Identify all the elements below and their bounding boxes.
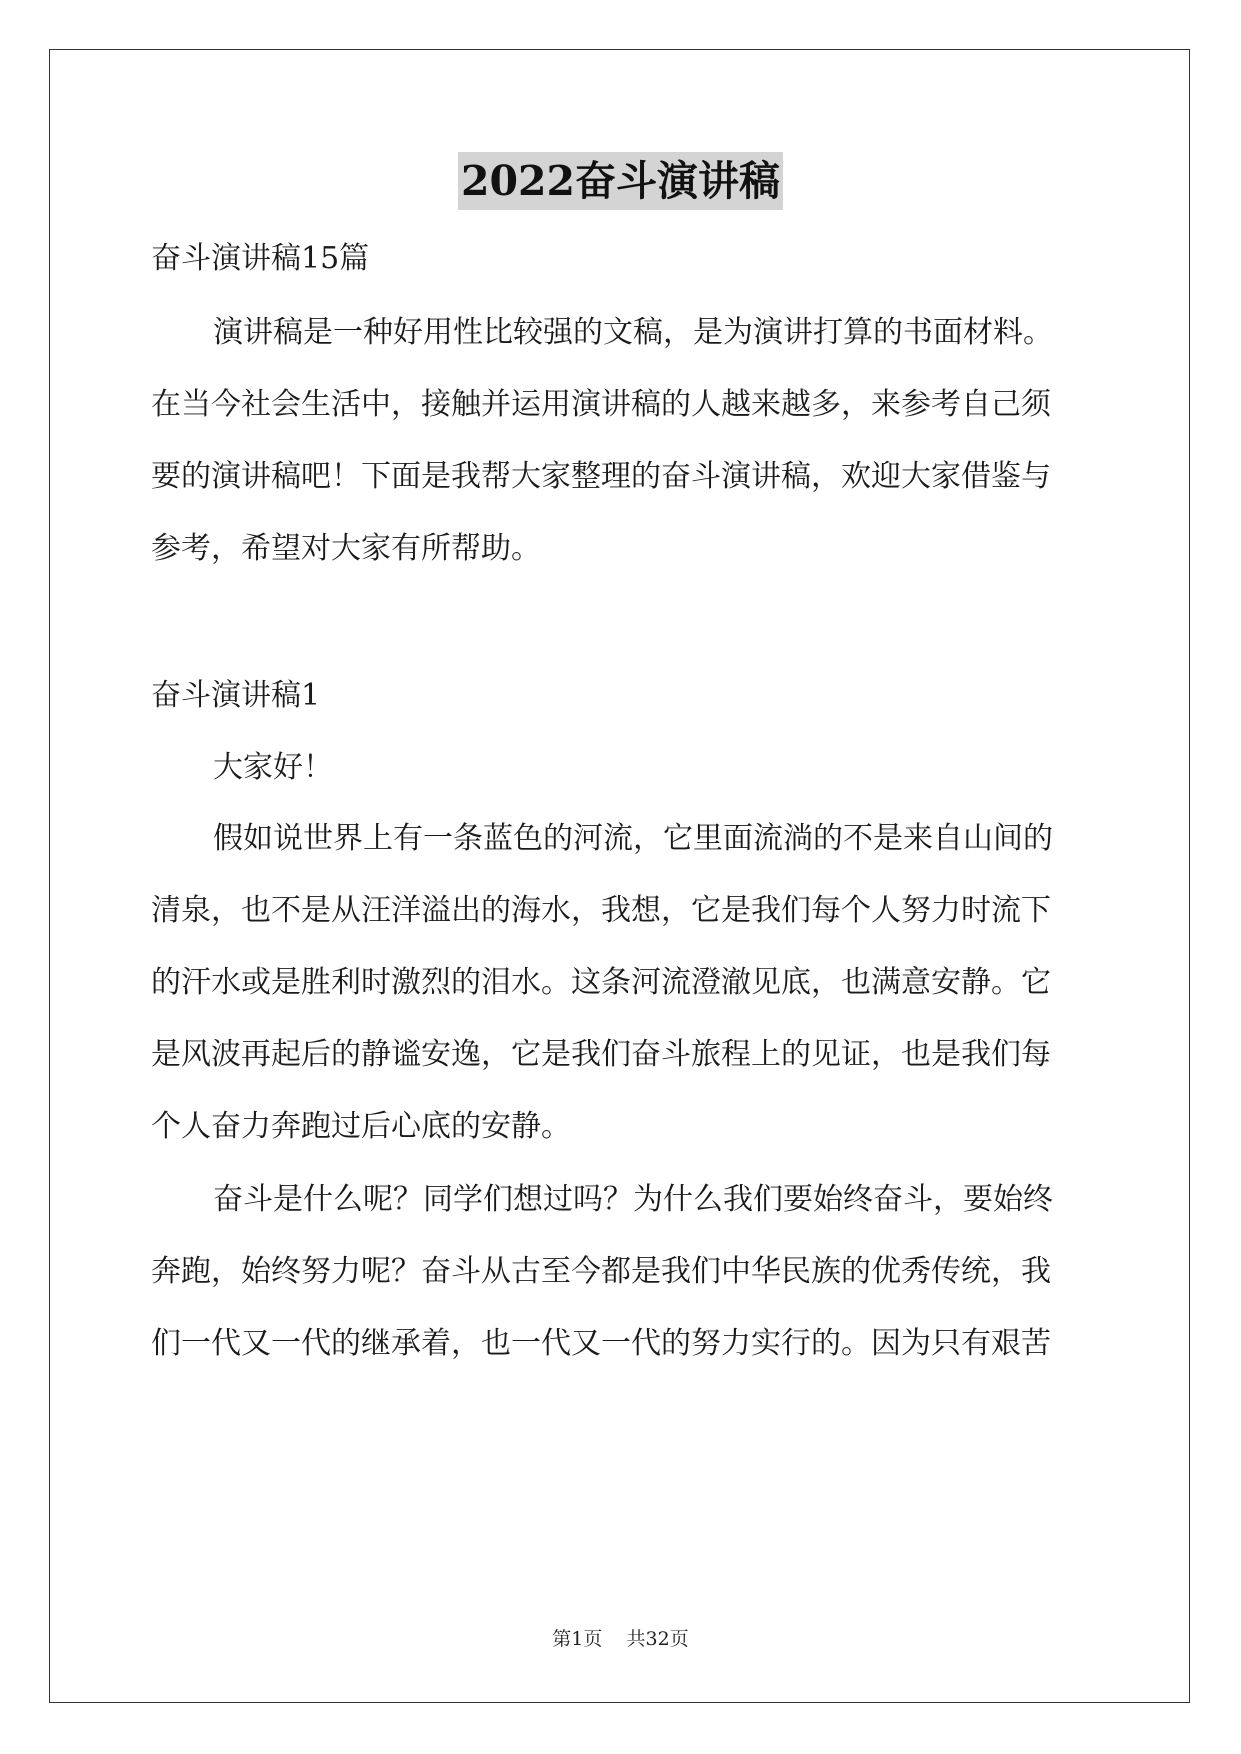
page-border bbox=[49, 49, 1190, 1703]
paragraph-line: 们一代又一代的继承着，也一代又一代的努力实行的。因为只有艰苦 bbox=[151, 1326, 1051, 1361]
document-title: 2022奋斗演讲稿 bbox=[458, 152, 783, 210]
document-subtitle: 奋斗演讲稿15篇 bbox=[151, 241, 370, 276]
paragraph-line: 演讲稿是一种好用性比较强的文稿，是为演讲打算的书面材料。 bbox=[213, 315, 1053, 350]
paragraph-line: 假如说世界上有一条蓝色的河流，它里面流淌的不是来自山间的 bbox=[213, 821, 1053, 856]
paragraph-line: 个人奋力奔跑过后心底的安静。 bbox=[151, 1109, 571, 1144]
paragraph-line: 要的演讲稿吧！下面是我帮大家整理的奋斗演讲稿，欢迎大家借鉴与 bbox=[151, 459, 1051, 494]
page-footer: 第1页 共32页 bbox=[552, 1628, 689, 1650]
title-container bbox=[0, 152, 1241, 210]
paragraph-line: 在当今社会生活中，接触并运用演讲稿的人越来越多，来参考自己须 bbox=[151, 387, 1051, 422]
paragraph-line: 清泉，也不是从汪洋溢出的海水，我想，它是我们每个人努力时流下 bbox=[151, 893, 1051, 928]
paragraph-line: 是风波再起后的静谧安逸，它是我们奋斗旅程上的见证，也是我们每 bbox=[151, 1037, 1051, 1072]
paragraph-line: 的汗水或是胜利时激烈的泪水。这条河流澄澈见底，也满意安静。它 bbox=[151, 965, 1051, 1000]
paragraph-line: 奋斗是什么呢？同学们想过吗？为什么我们要始终奋斗，要始终 bbox=[213, 1182, 1053, 1217]
greeting-line: 大家好！ bbox=[213, 750, 333, 785]
paragraph-line: 奔跑，始终努力呢？奋斗从古至今都是我们中华民族的优秀传统，我 bbox=[151, 1254, 1051, 1289]
paragraph-line: 参考，希望对大家有所帮助。 bbox=[151, 531, 541, 566]
section-heading: 奋斗演讲稿1 bbox=[151, 678, 321, 713]
